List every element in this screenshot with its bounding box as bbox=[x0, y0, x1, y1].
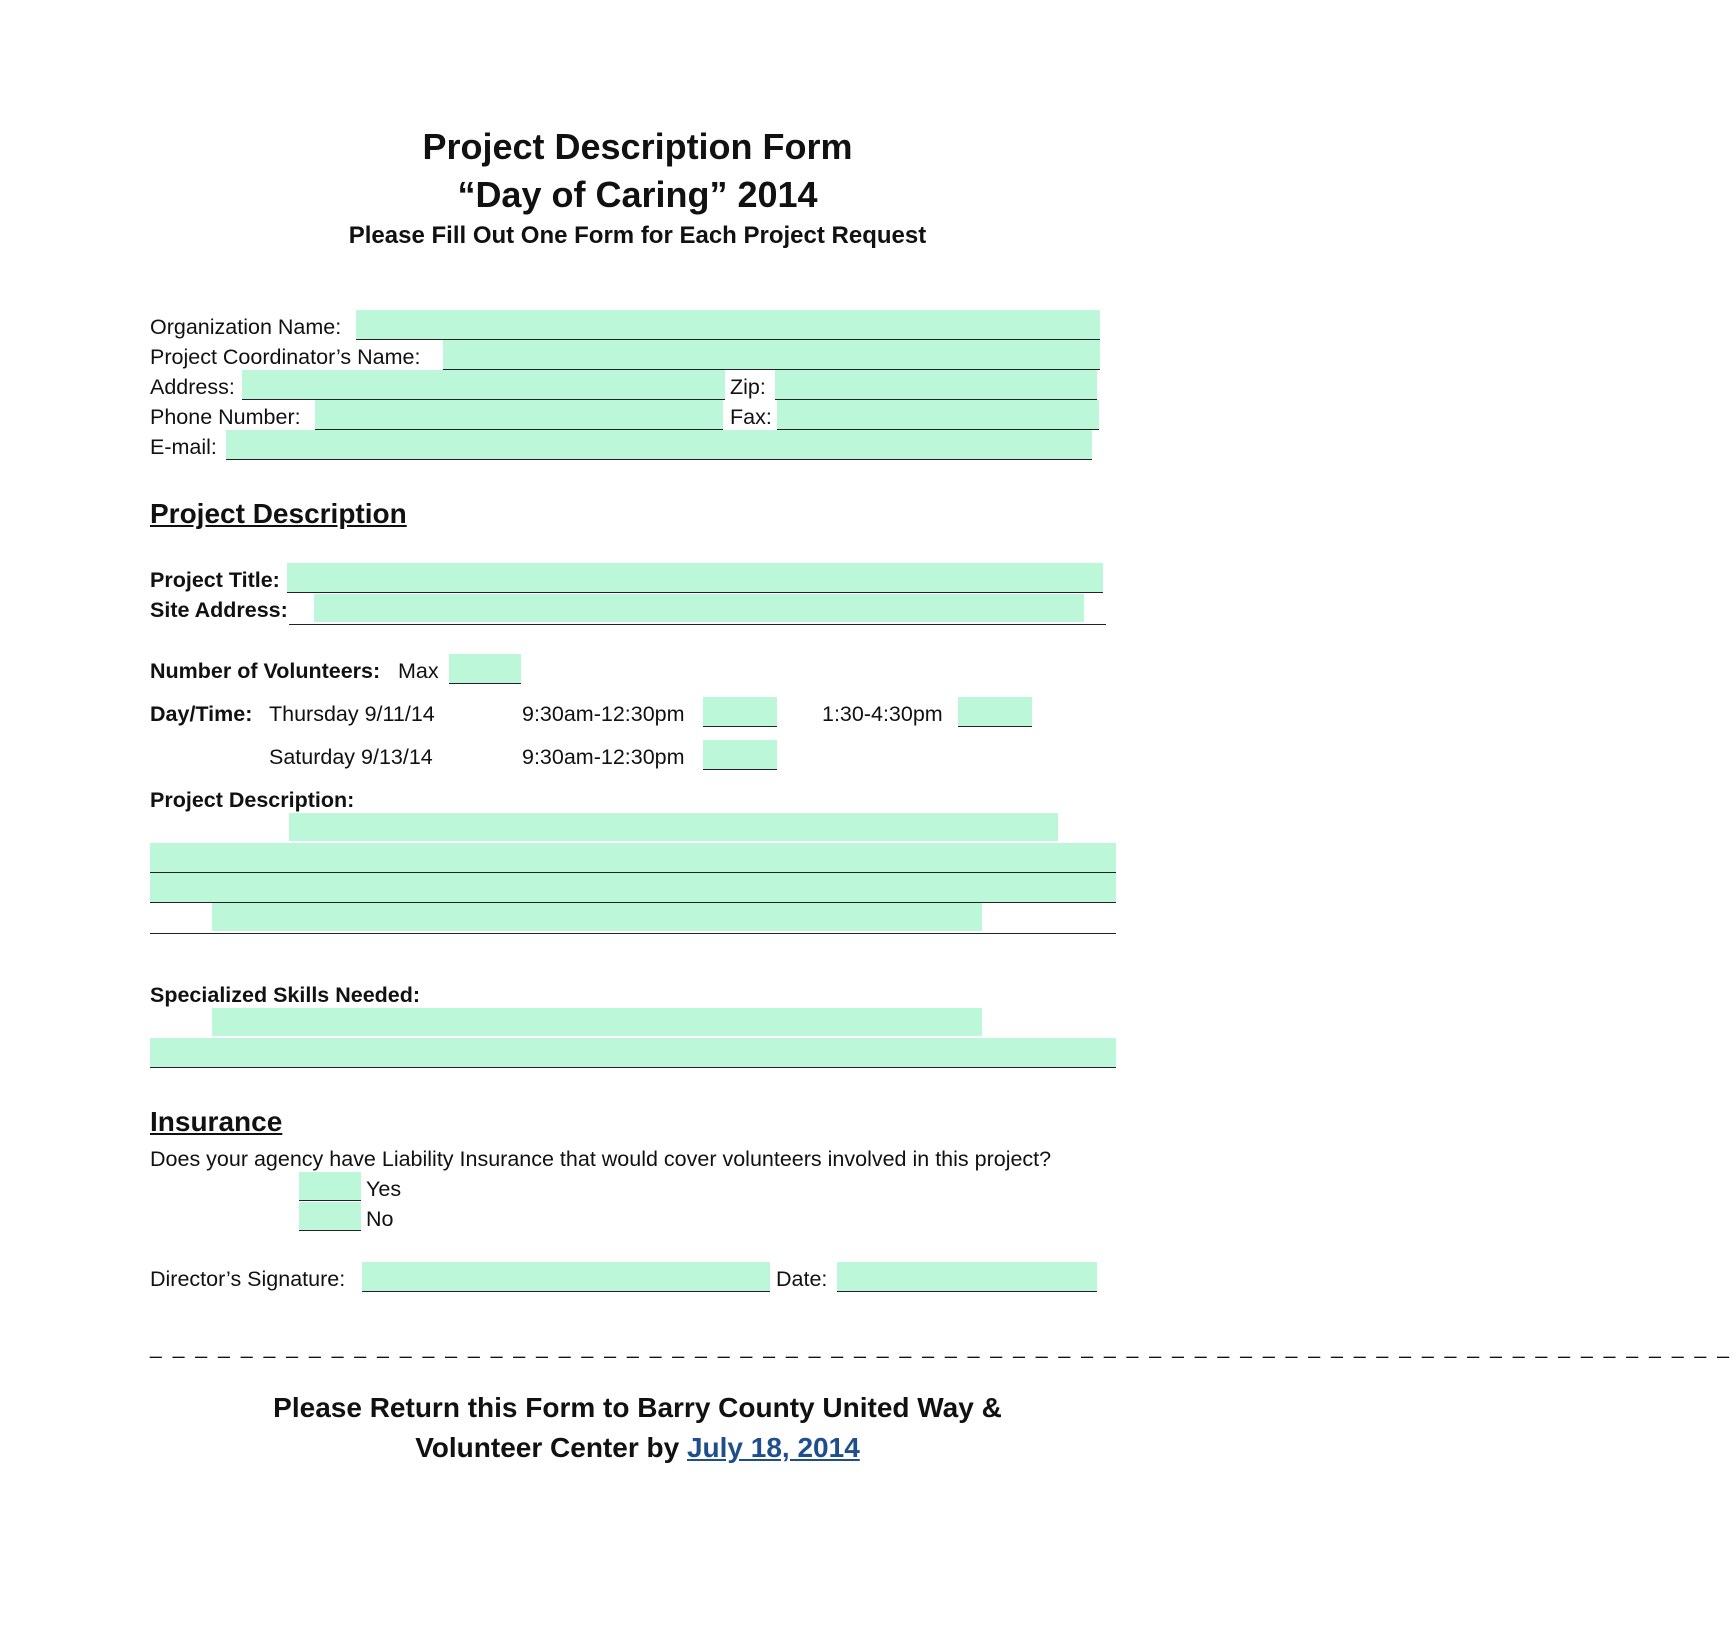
description-field-3[interactable] bbox=[150, 873, 1116, 903]
project-title-field[interactable] bbox=[287, 563, 1103, 593]
skills-field-2[interactable] bbox=[150, 1038, 1116, 1068]
director-signature-field[interactable] bbox=[362, 1262, 770, 1292]
day1-morning-label: 9:30am-12:30pm bbox=[522, 702, 685, 726]
footer-line-1: Please Return this Form to Barry County United Way & bbox=[273, 1392, 1002, 1423]
email-field[interactable] bbox=[226, 430, 1092, 460]
max-volunteers-field[interactable] bbox=[449, 654, 521, 684]
footer-line-2 bbox=[0, 1428, 1275, 1468]
date-field[interactable] bbox=[837, 1262, 1097, 1292]
cut-line: _ _ _ _ _ _ _ _ _ _ _ _ _ _ _ _ _ _ _ _ _ _ _ _ _ _ _ _ _ _ _ _ _ _ _ _ _ _ _ _ _ _ _ _ _ _ _ _ _ _ _ _ _ _ _ _ _ _ _ _ _ _ _ _ _ _ _ _ _ _ bbox=[150, 1336, 1732, 1359]
insurance-no-label: No bbox=[366, 1207, 394, 1231]
day2-morning-field[interactable] bbox=[703, 740, 777, 770]
daytime-label: Day/Time: bbox=[150, 702, 253, 726]
zip-label: Zip: bbox=[730, 375, 766, 399]
signature-label: Director’s Signature: bbox=[150, 1267, 346, 1291]
coordinator-label: Project Coordinator’s Name: bbox=[150, 345, 421, 369]
description-field-1[interactable] bbox=[289, 813, 1058, 841]
max-label: Max bbox=[398, 659, 439, 683]
insurance-yes-label: Yes bbox=[366, 1177, 402, 1201]
phone-label: Phone Number: bbox=[150, 405, 301, 429]
day1-afternoon-label: 1:30-4:30pm bbox=[822, 702, 943, 726]
day2-label: Saturday 9/13/14 bbox=[269, 745, 433, 769]
skills-label: Specialized Skills Needed: bbox=[150, 983, 421, 1007]
fax-field[interactable] bbox=[777, 400, 1099, 430]
zip-field[interactable] bbox=[775, 370, 1097, 400]
organization-label: Organization Name: bbox=[150, 315, 342, 339]
address-label: Address: bbox=[150, 375, 235, 399]
day1-afternoon-field[interactable] bbox=[958, 697, 1032, 727]
organization-name-field[interactable] bbox=[356, 310, 1100, 340]
form-subtitle: “Day of Caring” 2014 bbox=[457, 174, 818, 215]
insurance-no-field[interactable] bbox=[299, 1202, 361, 1231]
description-label: Project Description: bbox=[150, 788, 355, 812]
day2-morning-label: 9:30am-12:30pm bbox=[522, 745, 685, 769]
form-title: Project Description Form bbox=[422, 126, 853, 167]
description-field-4[interactable] bbox=[212, 903, 982, 931]
coordinator-name-field[interactable] bbox=[443, 340, 1100, 370]
phone-number-field[interactable] bbox=[315, 400, 723, 430]
footer-prefix: Volunteer Center by bbox=[415, 1432, 680, 1463]
insurance-heading: Insurance bbox=[150, 1106, 283, 1137]
email-label: E-mail: bbox=[150, 435, 217, 459]
deadline-link[interactable]: July 18, 2014 bbox=[686, 1432, 860, 1463]
description-field-2[interactable] bbox=[150, 843, 1116, 873]
insurance-yes-field[interactable] bbox=[299, 1172, 361, 1201]
address-field[interactable] bbox=[242, 370, 725, 400]
project-description-heading: Project Description bbox=[150, 498, 407, 529]
skills-field-1[interactable] bbox=[212, 1008, 982, 1036]
fax-label: Fax: bbox=[730, 405, 772, 429]
date-label: Date: bbox=[776, 1267, 828, 1291]
volunteers-label: Number of Volunteers: bbox=[150, 659, 381, 683]
site-address-label: Site Address: bbox=[150, 598, 288, 622]
site-address-field[interactable] bbox=[314, 594, 1084, 622]
day1-morning-field[interactable] bbox=[703, 697, 777, 727]
project-title-label: Project Title: bbox=[150, 568, 280, 592]
insurance-question: Does your agency have Liability Insurance that would cover volunteers involved in this project? bbox=[150, 1147, 1052, 1171]
day1-label: Thursday 9/11/14 bbox=[269, 702, 435, 726]
form-instruction: Please Fill Out One Form for Each Project Request bbox=[348, 222, 927, 249]
